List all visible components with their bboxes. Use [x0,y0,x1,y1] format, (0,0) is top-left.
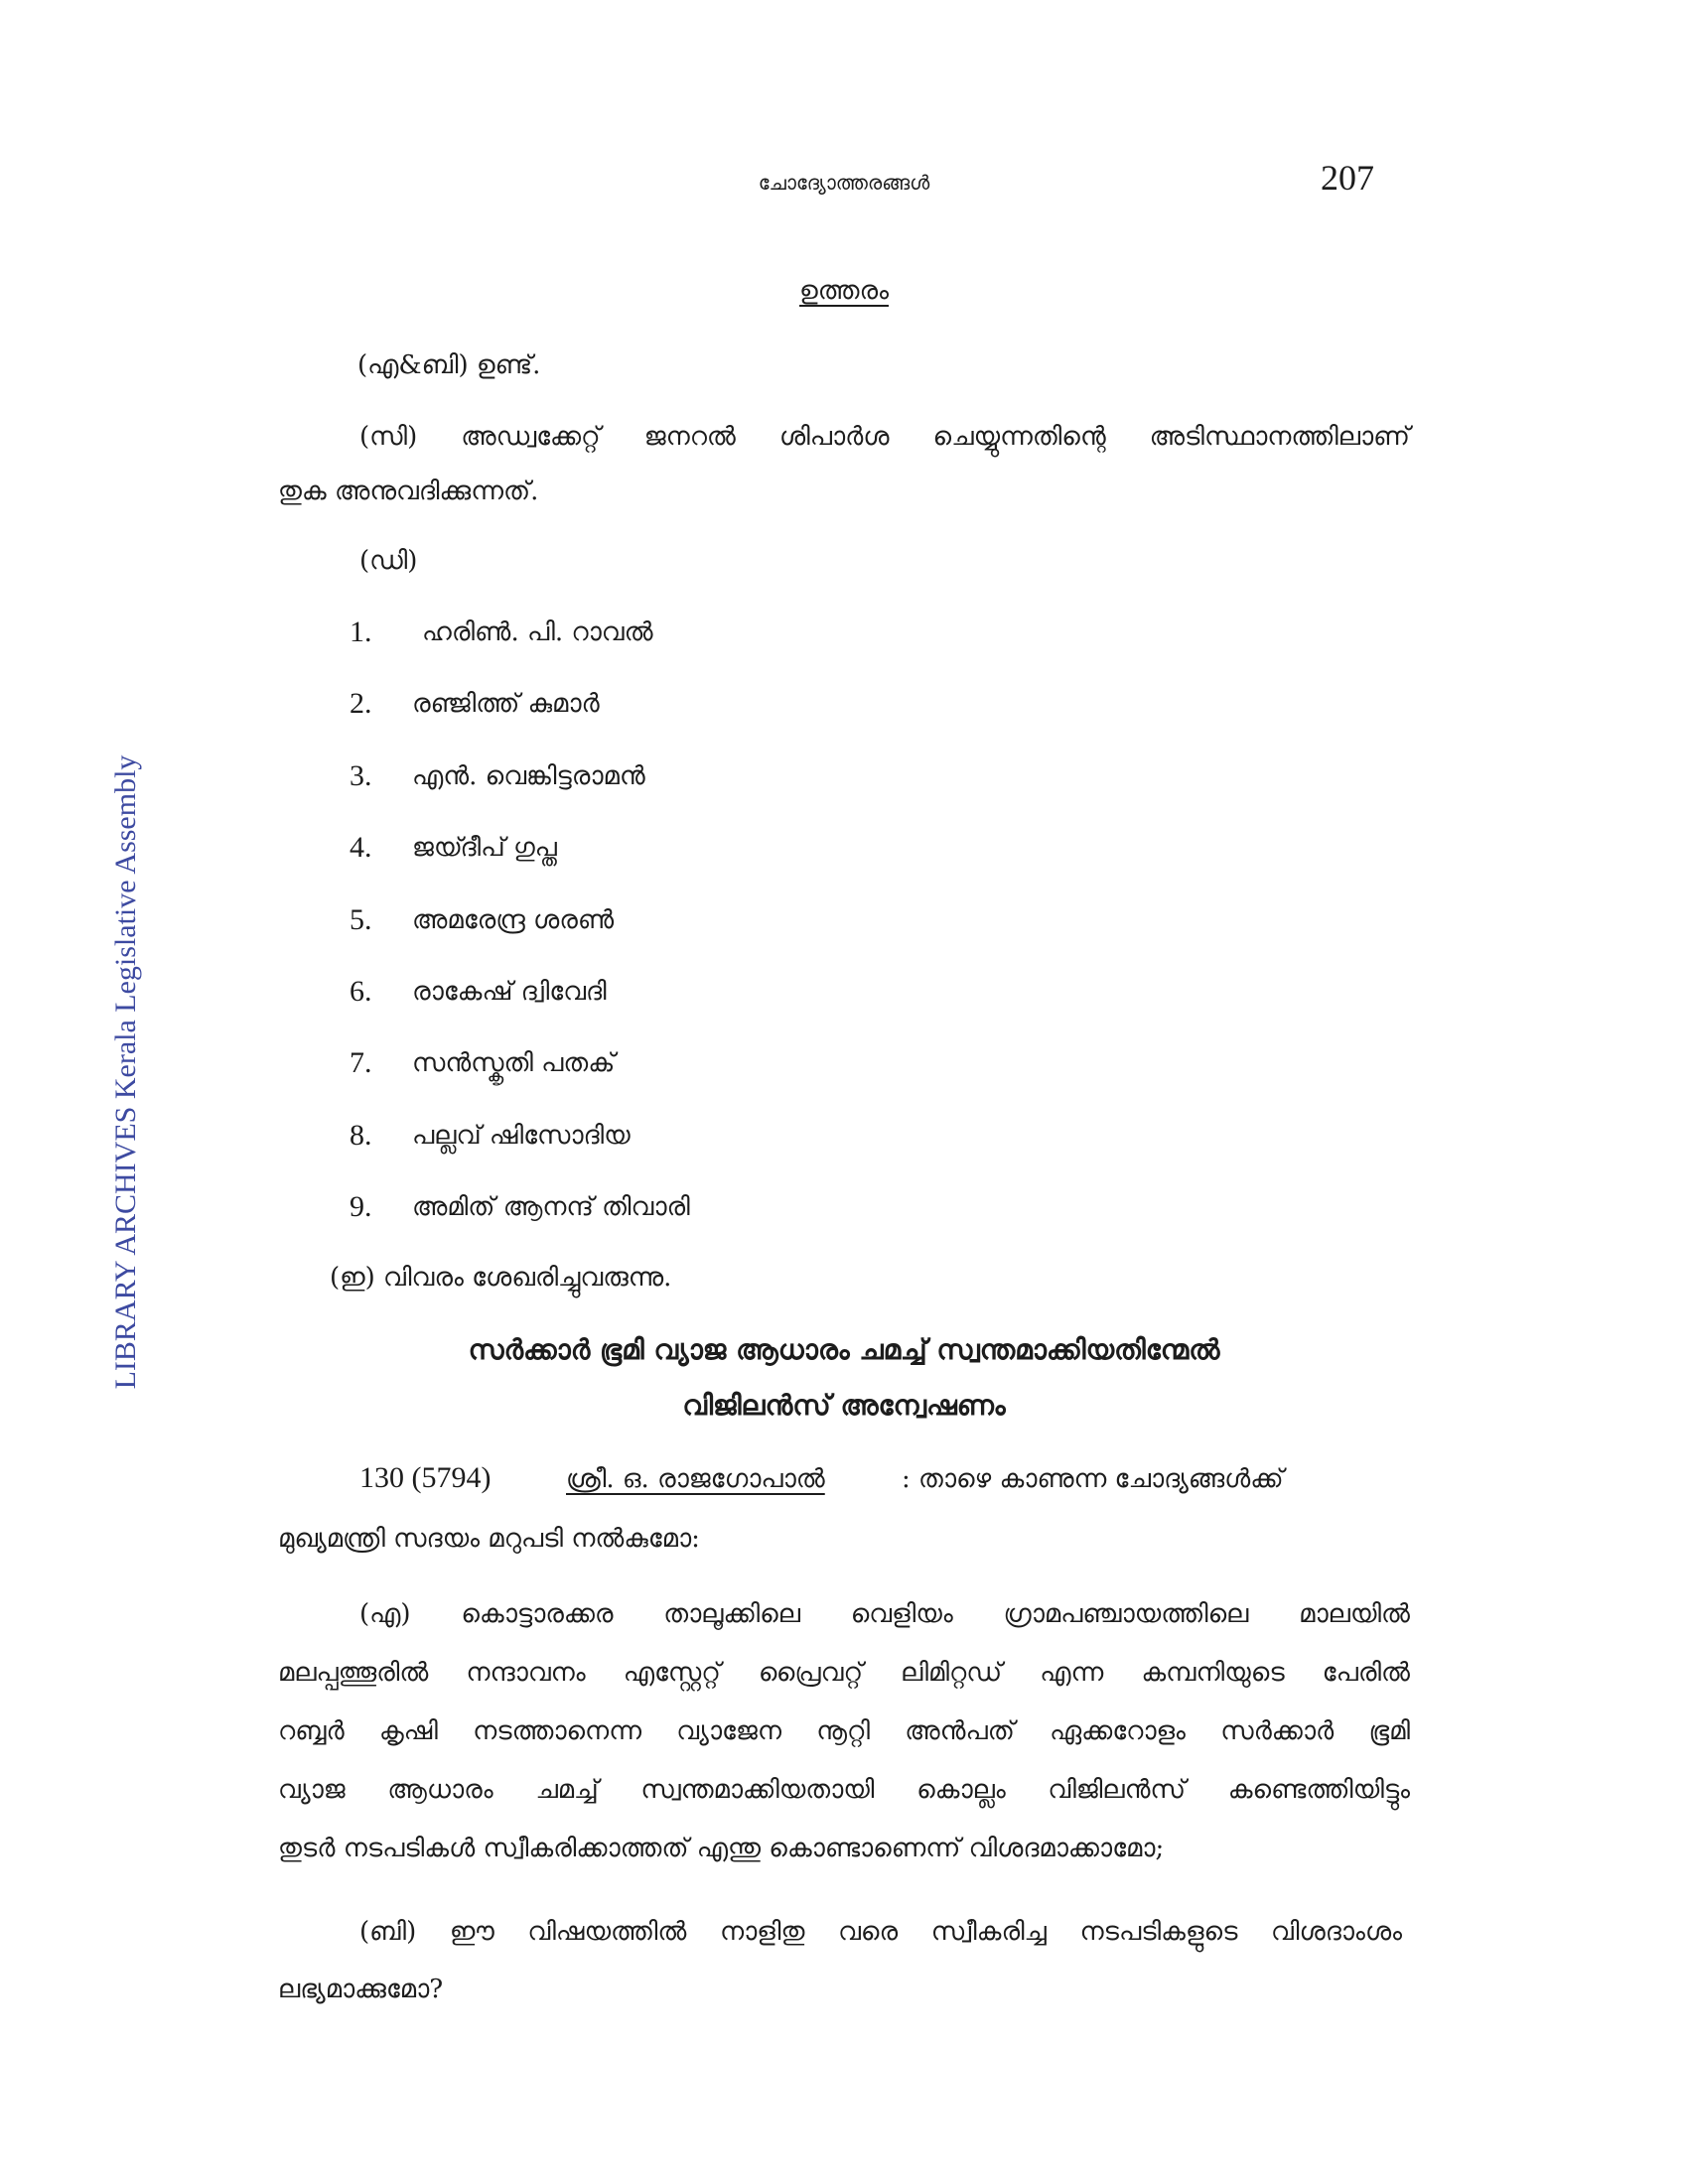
list-item-name: ജയ്ദീപ് ഗുപ്ത [412,833,557,863]
list-item-number: 9. [350,1190,372,1223]
list-item-number: 1. [350,615,372,648]
archive-watermark: LIBRARY ARCHIVES Kerala Legislative Assembly [109,754,142,1390]
list-item-name: എൻ. വെങ്കിട്ടരാമൻ [412,761,645,791]
question-a-line4: വ്യാജ ആധാരം ചമച്ച് സ്വന്തമാക്കിയതായി കൊല്ലം വിജിലൻസ് കണ്ടെത്തിയിട്ടും [278,1775,1410,1805]
list-item-name: ഹരിൺ. പി. റാവൽ [422,617,653,647]
question-heading-line1: സർക്കാർ ഭൂമി വ്യാജ ആധാരം ചമച്ച് സ്വന്തമാക്കിയതിന്മേൽ [468,1333,1220,1366]
answer-e: (ഇ) വിവരം ശേഖരിച്ചുവരുന്നു. [330,1263,672,1293]
answer-c-line1: (സി) അഡ്വക്കേറ്റ് ജനറൽ ശിപാർശ ചെയ്യുന്നതിന്റെ അടിസ്ഥാനത്തിലാണ് [359,422,1410,452]
list-item-number: 8. [350,1119,372,1152]
question-a-line2: മലപ്പത്തൂരിൽ നന്ദാവനം എസ്റ്റേറ്റ് പ്രൈവറ്റ് ലിമിറ്റഡ് എന്ന കമ്പനിയുടെ പേരിൽ [278,1658,1410,1688]
question-a-line1: (എ) കൊട്ടാരക്കര താലൂക്കിലെ വെളിയം ഗ്രാമപഞ്ചായത്തിലെ മാലയിൽ [359,1599,1410,1629]
list-item-number: 7. [350,1046,372,1079]
list-item-number: 4. [350,831,372,864]
list-item-name: അമരേന്ദ്ര ശരൺ [412,905,615,935]
page-number: 207 [1321,158,1374,198]
list-item-name: രഞ്ജിത്ത് കുമാർ [412,689,600,719]
question-a-line3: റബ്ബർ കൃഷി നടത്താനെന്ന വ്യാജേന നൂറ്റി അൻപത് ഏക്കറോളം സർക്കാർ ഭൂമി [278,1716,1410,1746]
question-a-line5: തുടർ നടപടികൾ സ്വീകരിക്കാത്തത് എന്തു കൊണ്ടാണെന്ന് വിശദമാക്കാമോ; [278,1834,1165,1863]
list-item-name: അമിത് ആനന്ദ് തിവാരി [412,1192,690,1222]
answer-d-label: (ഡി) [359,546,418,576]
question-number: 130 (5794) [359,1461,492,1494]
question-intro-line2: മുഖ്യമന്ത്രി സദയം മറുപടി നൽകുമോ: [278,1524,700,1554]
list-item-name: പല്ലവ് ഷിസോദിയ [412,1121,631,1151]
question-b-line2: ലഭ്യമാക്കുമോ? [278,1975,444,2004]
list-item-number: 2. [350,687,372,720]
list-item-number: 6. [350,975,372,1008]
list-item-number: 5. [350,903,372,936]
answer-ab: (എ&ബി) ഉണ്ട്. [357,350,541,380]
answer-title: ഉത്തരം [799,276,889,306]
question-member: ശ്രീ. ഒ. രാജഗോപാൽ [566,1464,825,1494]
question-heading-line2: വിജിലൻസ് അന്വേഷണം [682,1389,1006,1422]
question-b-line1: (ബി) ഈ വിഷയത്തിൽ നാളിതു വരെ സ്വീകരിച്ച നടപടികളുടെ വിശദാംശം [359,1917,1402,1947]
list-item-number: 3. [350,759,372,792]
answer-c-line2: തുക അനുവദിക്കുന്നത്. [278,477,539,506]
question-intro-rest: : താഴെ കാണുന്ന ചോദ്യങ്ങൾക്ക് [902,1464,1284,1494]
running-title: ചോദ്യോത്തരങ്ങൾ [758,171,930,195]
list-item-name: സൻസ്കൃതി പതക് [412,1048,616,1078]
list-item-name: രാകേഷ് ദ്വിവേദി [412,977,607,1007]
